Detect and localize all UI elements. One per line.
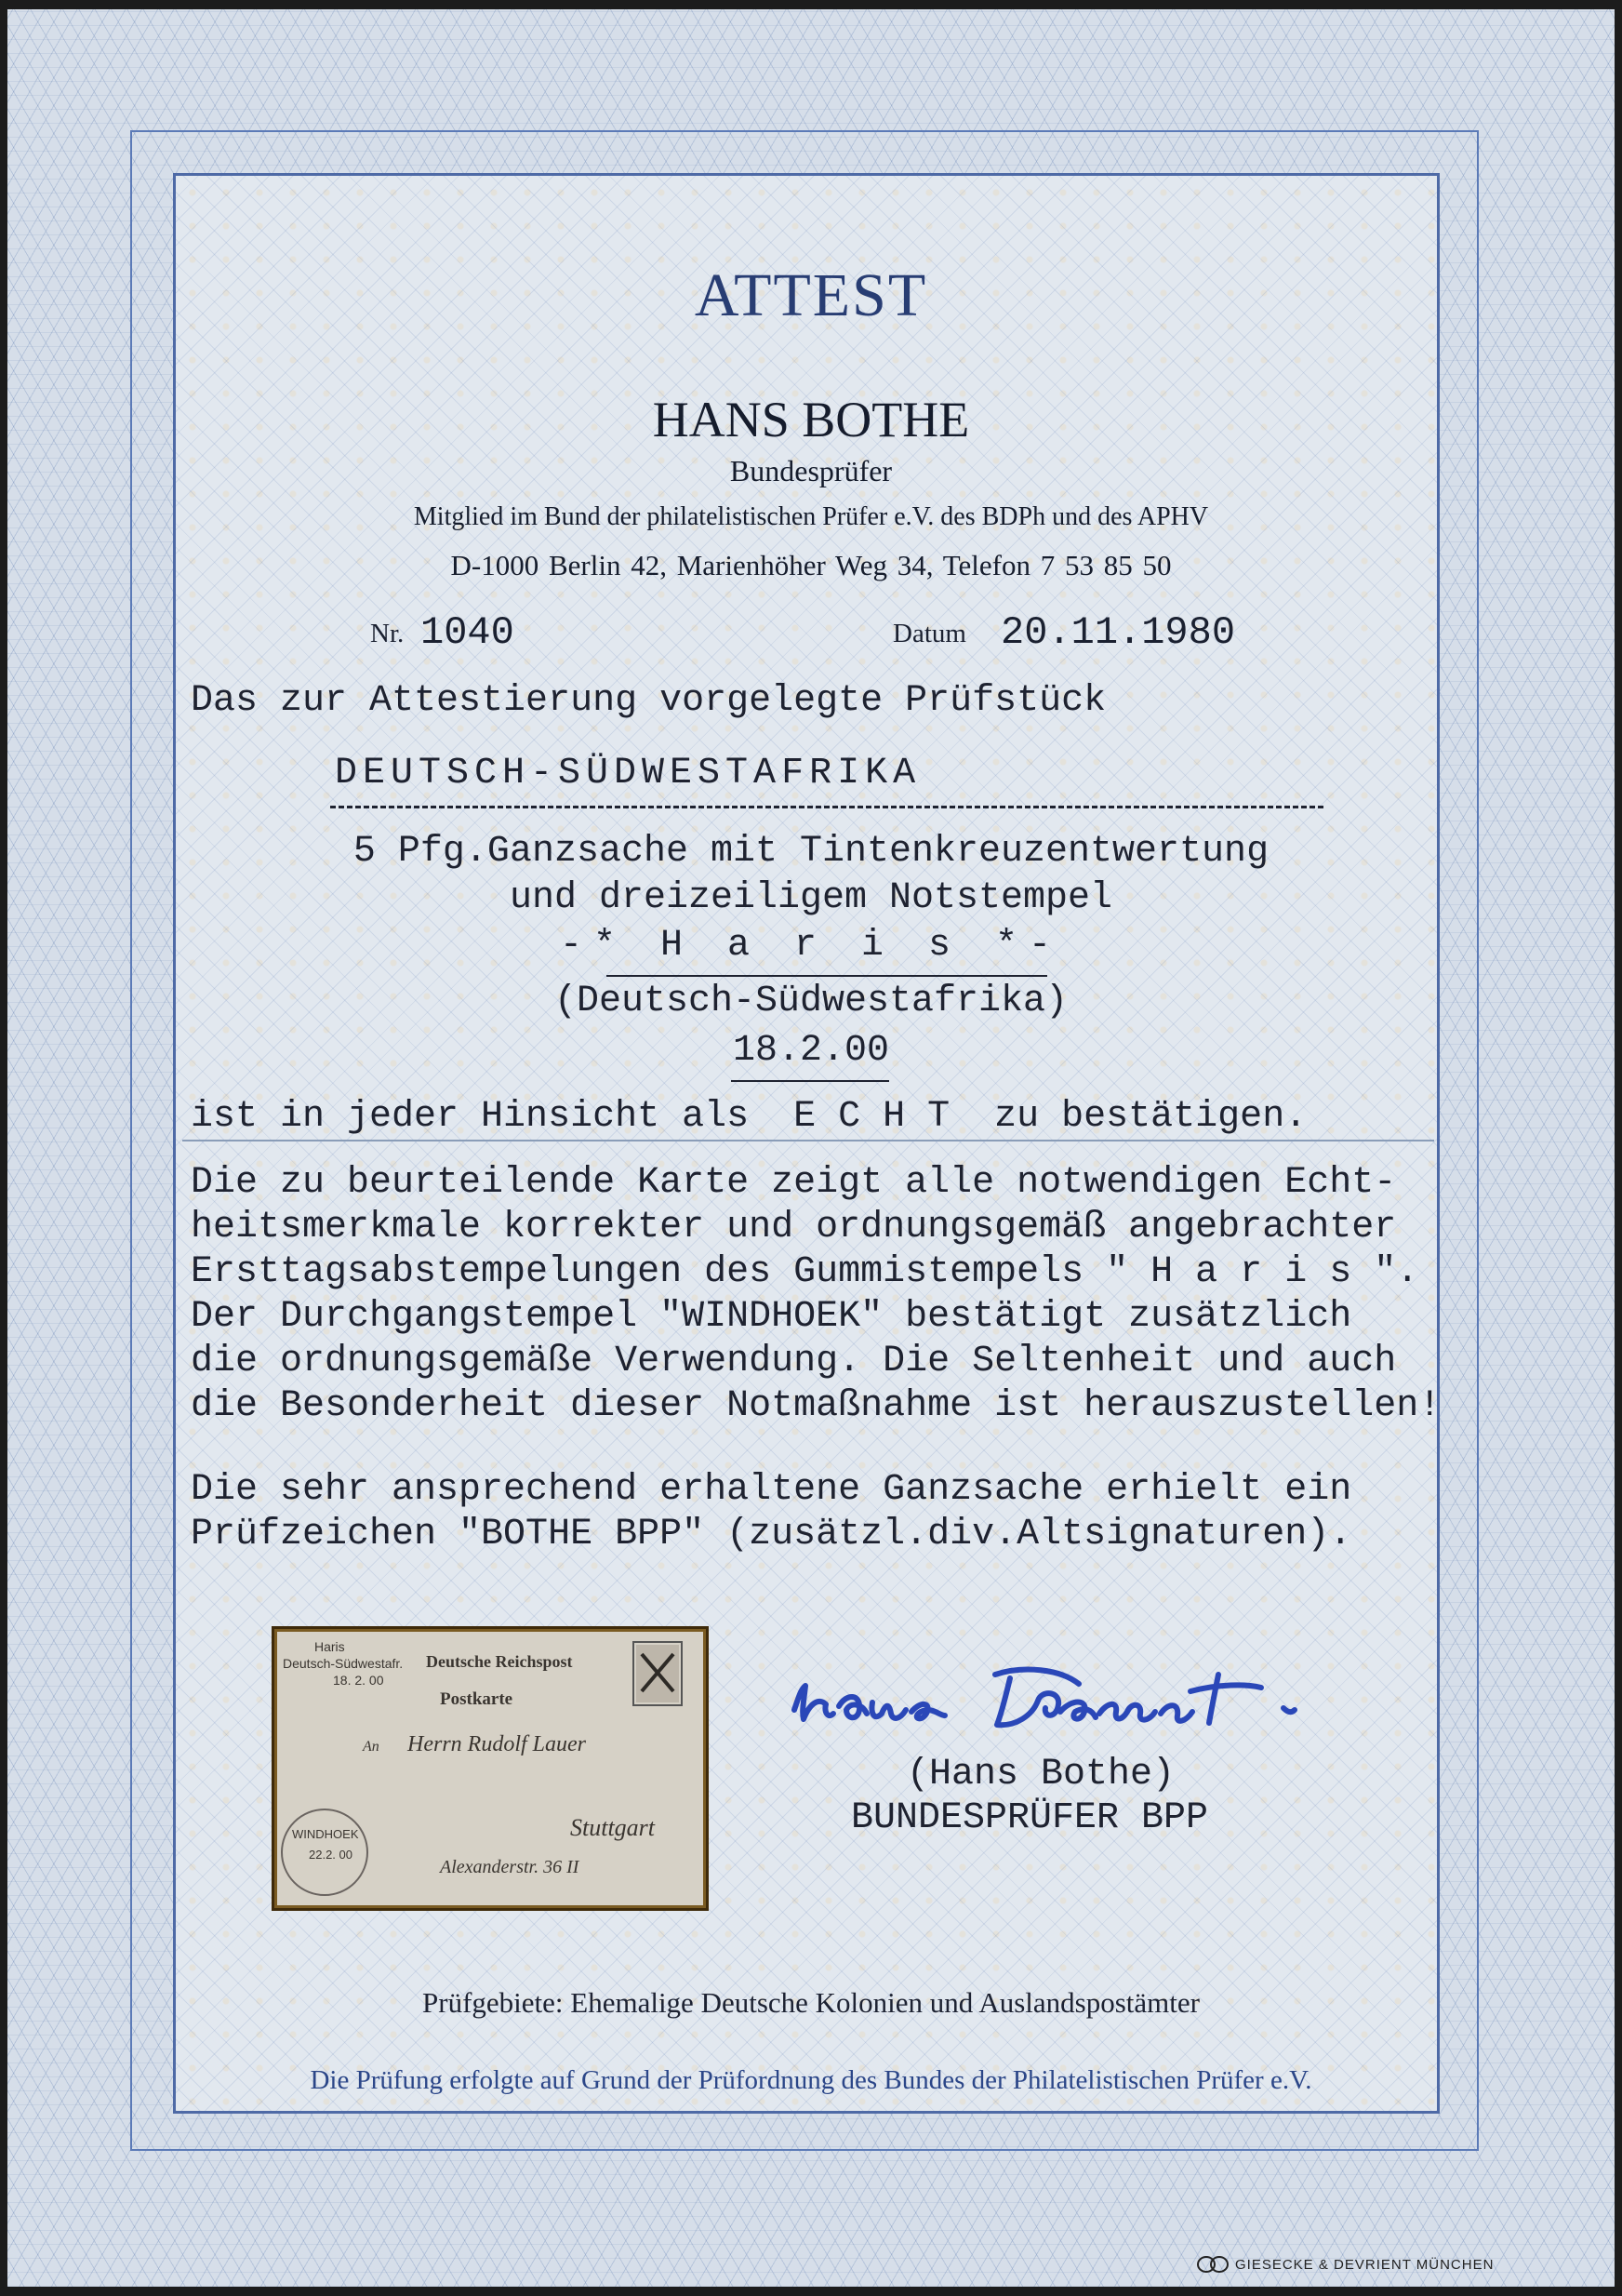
address-line: D-1000 Berlin 42, Marienhöher Weg 34, Telefon 7 53 85 50: [450, 549, 1172, 581]
postcard-addressee: Herrn Rudolf Lauer: [407, 1732, 586, 1756]
item-line: 5 Pfg.Ganzsache mit Tintenkreuzentwertung: [352, 831, 1270, 873]
date-underline: [731, 1080, 889, 1082]
certificate-number: 1040: [420, 610, 514, 655]
postmark-date: 22.2. 00: [309, 1848, 352, 1862]
postcard-addressee-prefix: An: [363, 1739, 379, 1755]
signatory-name: (Hans Bothe): [907, 1754, 1176, 1795]
postcard-stamp-line: Deutsch-Südwestafr.: [283, 1656, 404, 1671]
paragraph-line: Die zu beurteilende Karte zeigt alle notwendigen Echt-: [191, 1162, 1397, 1204]
item-line: (Deutsch-Südwestafrika): [553, 981, 1069, 1022]
country-underline: [330, 806, 1323, 808]
postcard-stamp-line: 18. 2. 00: [333, 1673, 384, 1688]
condition-paragraph: [191, 1468, 1351, 1557]
postmark-text: WINDHOEK: [292, 1827, 359, 1841]
examiner-name: HANS BOTHE: [652, 392, 970, 447]
certificate-title: ATTEST: [694, 261, 928, 329]
section-divider: [182, 1140, 1434, 1141]
postcard-face: [277, 1632, 703, 1905]
examination-areas: Prüfgebiete: Ehemalige Deutsche Kolonien und Auslandspostämter: [422, 1986, 1200, 2019]
postmark-underline: [606, 975, 1047, 977]
printer-imprint: GIESECKE & DEVRIENT MÜNCHEN: [1235, 2257, 1495, 2273]
verdict-line: ist in jeder Hinsicht als E C H T zu bestätigen.: [191, 1096, 1308, 1138]
postcard-street: Alexanderstr. 36 II: [440, 1857, 579, 1877]
paragraph-line: die ordnungsgemäße Verwendung. Die Seltenheit und auch: [191, 1341, 1397, 1382]
postage-stamp-icon: [632, 1641, 683, 1706]
signatory-title: BUNDESPRÜFER BPP: [851, 1797, 1209, 1839]
examination-basis: Die Prüfung erfolgte auf Grund der Prüfordnung des Bundes der Philatelistischen Prüfer e.V.: [310, 2065, 1312, 2095]
postcard-type: Postkarte: [440, 1689, 513, 1709]
assessment-paragraph: [191, 1161, 1441, 1429]
intro-line: Das zur Attestierung vorgelegte Prüfstück: [191, 680, 1107, 722]
paragraph-line: heitsmerkmale korrekter und ordnungsgemäß angebrachter: [191, 1207, 1397, 1248]
country-line: DEUTSCH-SÜDWESTAFRIKA: [335, 753, 922, 794]
number-label: Nr.: [370, 619, 405, 648]
postcard-stamp-line: Haris: [314, 1639, 345, 1654]
postcard-header: Deutsche Reichspost: [426, 1652, 573, 1671]
item-line-postmark-name: -* H a r i s *-: [559, 925, 1063, 967]
examiner-role: Bundesprüfer: [729, 454, 893, 487]
item-line: und dreizeiligem Notstempel: [509, 877, 1113, 919]
membership-line: Mitglied im Bund der philatelistischen Prüfer e.V. des BDPh und des APHV: [413, 502, 1209, 531]
printer-logo-icon: [1196, 2255, 1230, 2274]
certificate-date: 20.11.1980: [1001, 610, 1236, 655]
postcard-photo: [272, 1626, 709, 1911]
paragraph-line: Prüfzeichen "BOTHE BPP" (zusätzl.div.Altsignaturen).: [191, 1514, 1352, 1555]
handwritten-signature: [781, 1637, 1451, 1749]
postcard-city: Stuttgart: [570, 1814, 656, 1841]
date-label: Datum: [893, 619, 966, 648]
paragraph-line: Die sehr ansprechend erhaltene Ganzsache erhielt ein: [191, 1469, 1352, 1511]
paragraph-line: Der Durchgangstempel "WINDHOEK" bestätigt zusätzlich: [191, 1296, 1352, 1338]
item-line-date: 18.2.00: [732, 1030, 890, 1072]
paragraph-line: Ersttagsabstempelungen des Gummistempels " H a r i s ".: [191, 1251, 1419, 1293]
paragraph-line: die Besonderheit dieser Notmaßnahme ist herauszustellen!: [191, 1385, 1442, 1427]
